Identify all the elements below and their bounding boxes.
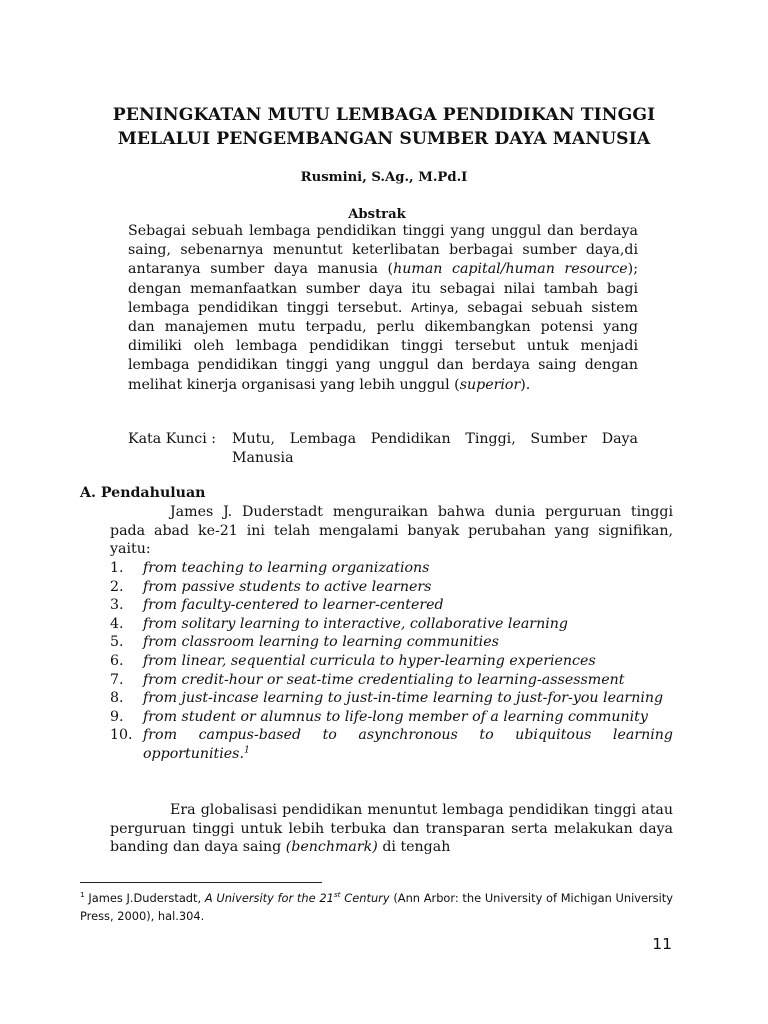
footnote-number: 1 [80, 890, 85, 900]
title-line-2: MELALUI PENGEMBANGAN SUMBER DAYA MANUSIA [117, 129, 651, 149]
list-item: 8. from just-incase learning to just-in-time learning to just-for-you learning [110, 690, 664, 707]
list-item: 3. from faculty-centered to learner-centered [110, 597, 444, 614]
title-line-1: PENINGKATAN MUTU LEMBAGA PENDIDIKAN TINGGI [112, 105, 656, 125]
footnote-divider [80, 882, 322, 883]
intro-paragraph: James J. Duderstadt menguraikan bahwa dunia perguruan tinggi pada abad ke-21 ini telah mengalami banyak perubahan yang signifikan, yaitu: [110, 504, 673, 558]
changes-list [110, 559, 673, 764]
footnote-book-title: A University for the 21st Century [204, 890, 390, 905]
list-item: 2. from passive students to active learners [110, 578, 432, 595]
list-item: 1. from teaching to learning organizations [110, 560, 430, 576]
abstract-term-superior: superior [459, 376, 521, 393]
list-item: 4. from solitary learning to interactive, collaborative learning [110, 615, 568, 632]
list-item: 9. from student or alumnus to life-long member of a learning community [110, 708, 648, 725]
keywords-label: Kata Kunci : [128, 431, 217, 447]
list-item: 7. from credit-hour or seat-time credentialing to learning-assessment [110, 671, 625, 688]
keywords-text: Mutu, Lembaga Pendidikan Tinggi, Sumber Daya Manusia [232, 431, 638, 467]
abstract-term-human-capital: human capital/human resource [393, 261, 628, 278]
keywords [128, 430, 638, 468]
footnote: $^1$ James J.Duderstadt, A University for the 21st Century (Ann Arbor: the University of Michigan University Press, 2000), hal.304. [80, 890, 673, 923]
abstract-text: Sebagai sebuah lembaga pendidikan tinggi yang unggul dan berdaya saing, sebenarnya menuntut keterlibatan berbagai sumber daya,di antaranya sumber daya manusia (human capital/human resource); dengan memanfaatkan sumber daya itu sebagai nilai tambah bagi lembaga pendidikan tinggi tersebut. Artinya, sebagai sebuah sistem dan manajemen mutu terpadu, perlu dikembangkan potensi yang dimiliki oleh lembaga pendidikan tinggi tersebut untuk menjadi lembaga pendidikan tinggi yang unggul dan berdaya saing dengan melihat kinerja organisasi yang lebih unggul (superior). [128, 223, 638, 393]
globalization-paragraph: Era globalisasi pendidikan menuntut lembaga pendidikan tinggi atau perguruan tinggi untuk lebih terbuka dan transparan serta melakukan daya banding dan daya saing (benchmark) di tengah [110, 802, 673, 856]
footnote-ref[interactable]: 1 [243, 744, 250, 756]
abstract-heading: Abstrak [348, 207, 406, 222]
section-heading: A. Pendahuluan [80, 485, 206, 501]
list-item: 6. from linear, sequential curricula to hyper-learning experiences [110, 652, 596, 669]
list-item: 10. from campus-based to asynchronous to ubiquitous learning opportunities.$^1$ [110, 727, 673, 762]
list-item: 5. from classroom learning to learning communities [110, 634, 499, 651]
author-name: Rusmini, S.Ag., M.Pd.I [300, 170, 468, 185]
paper-title [60, 103, 708, 151]
page-number: 11 [652, 935, 672, 953]
